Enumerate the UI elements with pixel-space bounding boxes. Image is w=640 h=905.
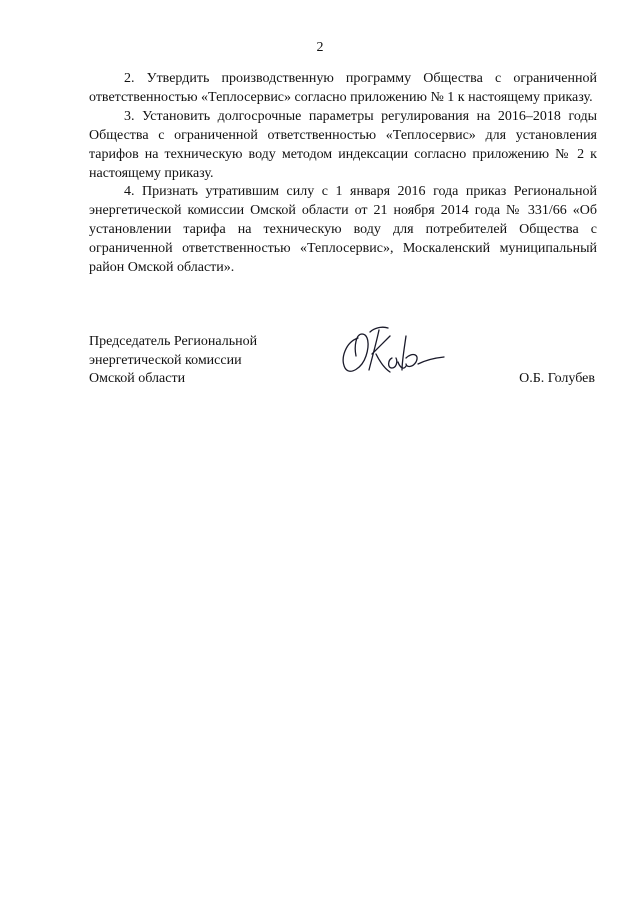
signatory-position-line: Председатель Региональной [89,334,258,349]
page-number: 2 [316,40,324,55]
document-body [89,70,597,278]
signatory-position [89,333,257,389]
paragraph-2: 2. Утвердить производственную программу Общества с ограниченной ответственностью «Теплосервис» согласно приложению № 1 к настоящему приказу. [89,71,597,105]
handwritten-signature [336,324,448,378]
paragraph-4: 4. Признать утратившим силу с 1 января 2016 года приказ Региональной энергетической комиссии Омской области от 21 ноября 2014 года № 331/66 «Об установлении тарифа на техническую воду для потребителей Общества с ограниченной ответственностью «Теплосервис», Москаленский муниципальный район Омской области». [89,184,597,276]
signatory-name: О.Б. Голубев [519,371,595,386]
signatory-position-line: энергетической комиссии [89,352,242,368]
paragraph-3: 3. Установить долгосрочные параметры регулирования на 2016–2018 годы Общества с ограниченной ответственностью «Теплосервис» для установления тарифов на техническую воду методом индексации согласно приложению № 2 к настоящему приказу. [89,108,597,181]
signatory-position-line: Омской области [89,371,186,387]
